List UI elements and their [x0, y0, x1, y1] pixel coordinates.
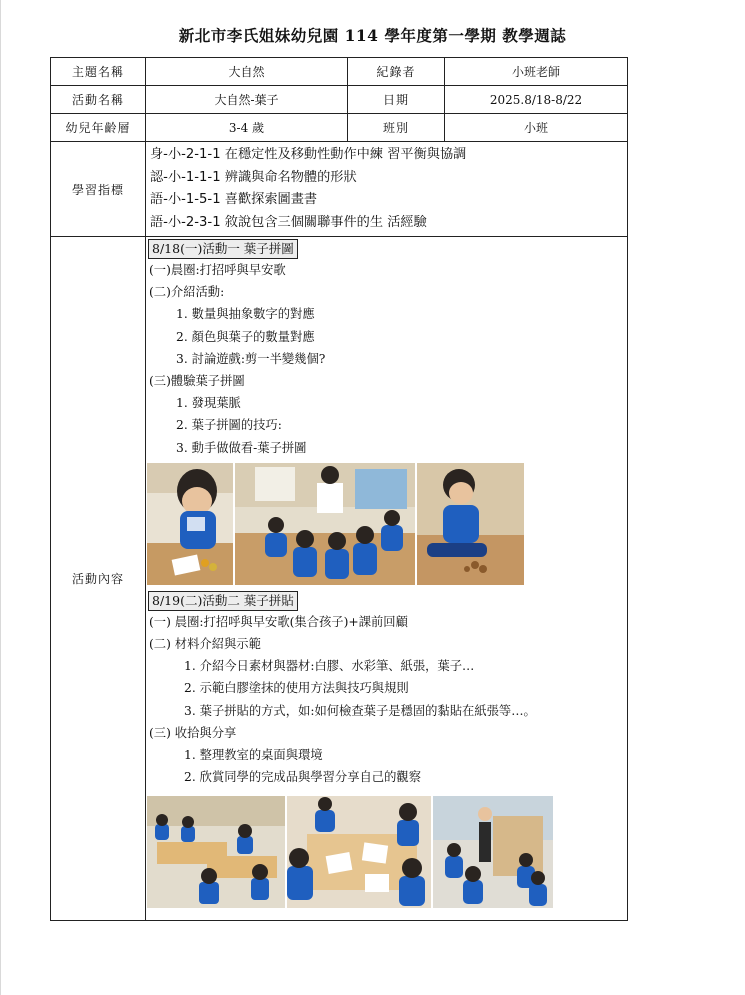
- content-line: 1. 整理教室的桌面與環境: [184, 748, 323, 763]
- age-value: 3-4 歲: [146, 114, 348, 142]
- content-line: 2. 示範白膠塗抹的使用方法與技巧與規則: [184, 681, 409, 696]
- content-line: 3. 葉子拼貼的方式，如:如何檢查葉子是穩固的黏貼在紙張等…。: [184, 703, 536, 718]
- theme-value: 大自然: [146, 58, 348, 86]
- content-line: 1. 介紹今日素材與器材:白膠、水彩筆、紙張，葉子…: [184, 659, 475, 674]
- photo-boy-leaves: [417, 463, 524, 585]
- day2-title: 8/19(二)活動二 葉子拼貼: [148, 591, 298, 611]
- day2-photos: [146, 796, 627, 908]
- date-value: 2025.8/18-8/22: [445, 86, 628, 114]
- content-line: 2. 葉子拼圖的技巧:: [176, 418, 282, 433]
- activity-label: 活動名稱: [51, 86, 146, 114]
- content-line: 1. 數量與抽象數字的對應: [176, 307, 315, 322]
- recorder-label: 紀錄者: [348, 58, 445, 86]
- theme-label: 主題名稱: [51, 58, 146, 86]
- content-line: (二) 材料介紹與示範: [149, 637, 261, 652]
- photo-child-leaf-puzzle: [147, 463, 233, 585]
- content-label: 活動內容: [51, 237, 146, 921]
- photo-teacher-children: [433, 796, 553, 908]
- activity-value: 大自然-葉子: [146, 86, 348, 114]
- content-line: 1. 發現葉脈: [176, 396, 241, 411]
- day2-lines: [146, 611, 627, 789]
- content-line: (二)介紹活動:: [149, 285, 225, 300]
- row-age: [51, 114, 628, 142]
- photo-classroom-tables: [147, 796, 285, 908]
- row-content: [51, 237, 628, 921]
- objective-item: 身-小-2-1-1 在穩定性及移動性動作中練 習平衡與協調: [150, 147, 467, 162]
- photo-leaf-collage-table: [287, 796, 431, 908]
- content-line: (三)體驗葉子拼圖: [149, 374, 245, 389]
- weekly-log-table: [50, 57, 628, 921]
- row-theme: [51, 58, 628, 86]
- content-line: 3. 討論遊戲:剪一半變幾個?: [176, 351, 326, 366]
- age-label: 幼兒年齡層: [51, 114, 146, 142]
- row-objectives: [51, 142, 628, 237]
- content-line: (一) 晨圈:打招呼與早安歌(集合孩子)+課前回顧: [149, 614, 408, 629]
- row-activity: [51, 86, 628, 114]
- content-body: [146, 237, 628, 921]
- photo-circle-time: [235, 463, 415, 585]
- objective-item: 認-小-1-1-1 辨識與命名物體的形狀: [150, 169, 357, 185]
- objective-item: 語-小-2-3-1 敘說包含三個關聯事件的生 活經驗: [150, 214, 427, 230]
- page-title: 新北市李氏姐妹幼兒園 114 學年度第一學期 教學週誌: [178, 26, 567, 45]
- objectives-label: 學習指標: [51, 142, 146, 237]
- class-value: 小班: [445, 114, 628, 142]
- objectives-list: [146, 142, 628, 237]
- day1-lines: [146, 259, 627, 459]
- content-line: (一)晨圈:打招呼與早安歌: [149, 263, 286, 277]
- content-line: 3. 動手做做看-葉子拼圖: [176, 440, 307, 455]
- content-line: (三) 收拾與分享: [149, 725, 237, 740]
- content-line: 2. 欣賞同學的完成品與學習分享自己的觀察: [184, 770, 421, 785]
- content-line: 2. 顏色與葉子的數量對應: [176, 329, 315, 344]
- date-label: 日期: [348, 86, 445, 114]
- day1-photos: [146, 463, 627, 585]
- class-label: 班別: [348, 114, 445, 142]
- objective-item: 語-小-1-5-1 喜歡探索圖畫書: [150, 192, 318, 207]
- recorder-value: 小班老師: [445, 58, 628, 86]
- day1-title: 8/18(一)活動一 葉子拼圖: [148, 239, 298, 259]
